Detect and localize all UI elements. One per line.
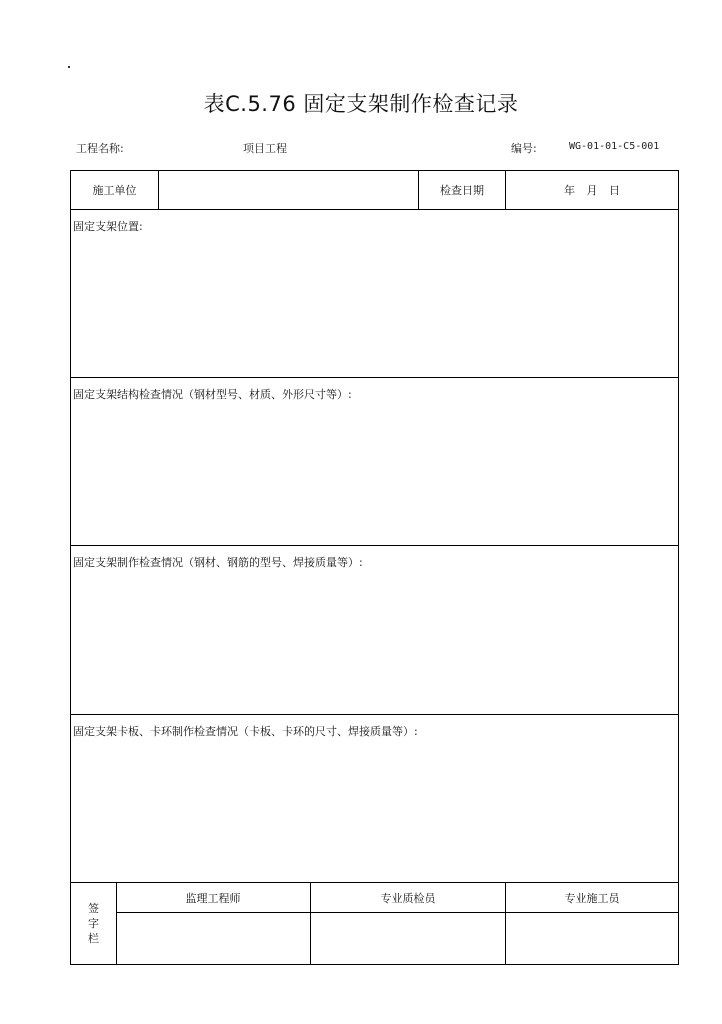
construction-unit-field[interactable]: [159, 171, 419, 209]
section-label: 固定支架位置:: [73, 220, 143, 233]
section-support-position[interactable]: [71, 210, 678, 378]
signature-area: [71, 883, 678, 964]
quality-inspector-label: 专业质检员: [311, 883, 506, 913]
project-name-label: 工程名称:: [76, 142, 124, 155]
page-mark: [68, 66, 70, 68]
info-row: [71, 171, 678, 210]
section-clamp-check[interactable]: [71, 715, 678, 883]
construction-worker-signature-field[interactable]: [506, 913, 678, 964]
supervisor-label: 监理工程师: [116, 883, 311, 913]
construction-worker-label: 专业施工员: [506, 883, 678, 913]
quality-inspector-signature-field[interactable]: [311, 913, 506, 964]
signature-column-label: [71, 883, 117, 964]
inspection-form: [70, 170, 679, 965]
supervisor-signature-field[interactable]: [116, 913, 311, 964]
section-label: 固定支架结构检查情况（钢材型号、材质、外形尺寸等）:: [73, 388, 352, 401]
inspection-date-field[interactable]: 年 月 日: [564, 184, 620, 197]
section-label: 固定支架制作检查情况（钢材、钢筋的型号、焊接质量等）:: [73, 556, 363, 569]
page-title: 表C.5.76 固定支架制作检查记录: [203, 92, 519, 116]
number-value: WG-01-01-C5-001: [569, 141, 660, 152]
construction-unit-label: 施工单位: [71, 171, 159, 209]
section-structure-check[interactable]: [71, 378, 678, 546]
project-name-value: 项目工程: [243, 142, 287, 155]
signature-char: 字: [88, 917, 99, 930]
signature-char: 栏: [88, 932, 99, 945]
number-label: 编号:: [511, 142, 537, 155]
inspection-date-label: 检查日期: [419, 171, 506, 209]
section-fabrication-check[interactable]: [71, 546, 678, 715]
signature-char: 签: [88, 902, 99, 915]
section-label: 固定支架卡板、卡环制作检查情况（卡板、卡环的尺寸、焊接质量等）:: [73, 725, 418, 738]
